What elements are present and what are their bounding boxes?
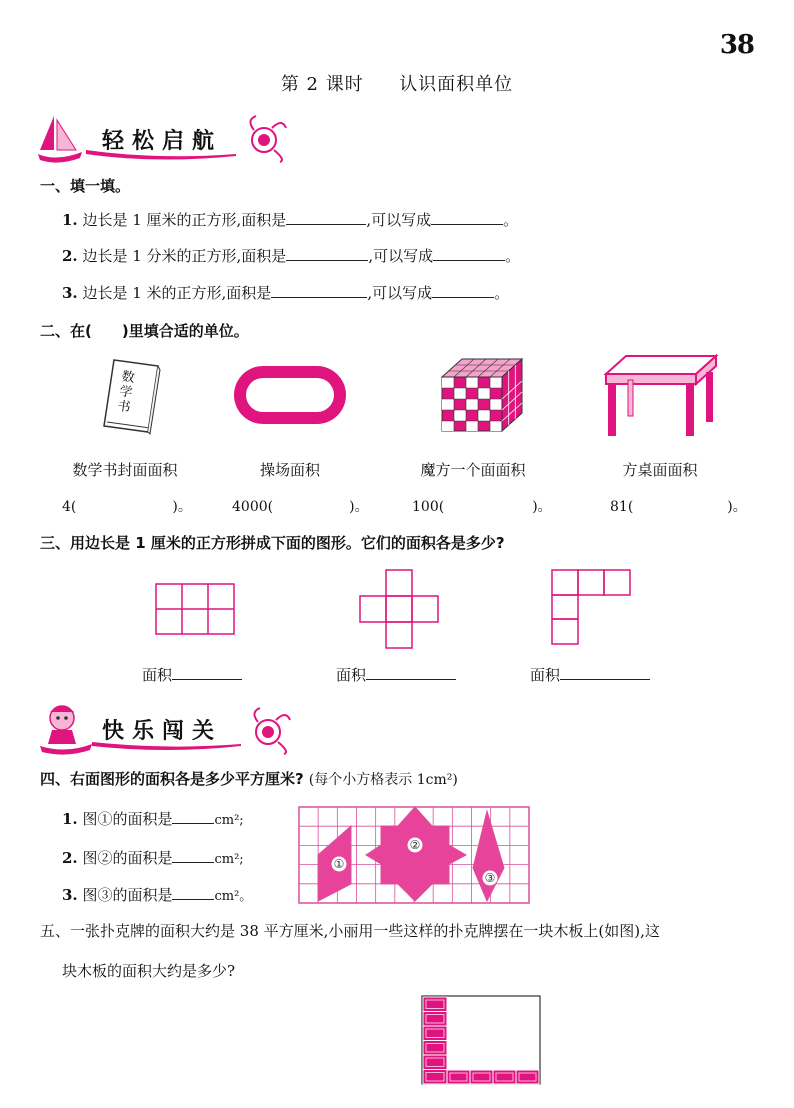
lesson-title [0,70,794,96]
playing-card-4 [423,1055,447,1070]
s1-question-1 [62,209,518,230]
s4-q1-text: 图①的面积是 [82,810,173,828]
playing-card-2 [423,1026,447,1041]
s1-q1-num: 1. [62,211,78,229]
value-playground: 4000( )。 [232,499,369,515]
value-book-num: 4 [62,499,71,515]
banner-easy-start [36,110,296,166]
caption-playground: 操场面积 [259,461,320,479]
board-with-cards-figure [420,994,544,1088]
s1-q3-blank-a[interactable] [271,283,367,298]
s4-q1-blank[interactable] [172,809,214,824]
area-answer-3 [530,664,650,685]
s1-q3-mid: ,可以写成 [367,284,433,302]
playing-card-5 [423,1070,447,1085]
s1-q1-blank-b[interactable] [431,210,503,225]
book-cover-text: 数学书 [116,369,136,416]
s4-q2-num: 2. [62,849,78,867]
s1-q3-num: 3. [62,284,78,302]
s4-q1-num: 1. [62,810,78,828]
s4-question-3 [62,884,252,905]
paren-close-2: )。 [349,499,369,515]
playing-card-1 [423,1012,447,1027]
playing-card-0 [423,997,447,1012]
area-label-2: 面积 [336,666,367,684]
value-table-num: 81 [610,499,628,515]
s1-question-3 [62,282,509,303]
s1-q1-text: 边长是 1 厘米的正方形,面积是 [82,211,287,229]
section4-note: (每个小方格表示 1cm²) [308,772,458,788]
s4-q1-unit: cm²; [214,813,244,828]
rubiks-cube-image [438,355,524,435]
caption-cube: 魔方一个面面积 [420,461,526,479]
banner-happy-challenge [36,700,296,756]
banner-title: 轻松启航 [102,129,223,154]
section5-line1: 五、一张扑克牌的面积大约是 38 平方厘米,小丽用一些这样的扑克牌摆在一块木板上(如图),这 [40,922,660,940]
paren-close-3: )。 [532,499,552,515]
s1-q2-blank-a[interactable] [286,246,368,261]
value-table: 81( )。 [610,499,747,515]
value-book: 4( )。 [62,499,192,515]
value-playground-num: 4000 [232,499,268,515]
playing-card-3 [423,1041,447,1056]
s1-q2-text: 边长是 1 分米的正方形,面积是 [82,247,287,265]
value-cube-num: 100 [412,499,439,515]
figure-label-1: ① [333,857,345,871]
s4-q2-unit: cm²; [214,852,244,867]
figure-label-2: ② [409,838,421,852]
area-label-3: 面积 [530,666,561,684]
s1-q2-num: 2. [62,247,78,265]
s4-q3-text: 图③的面积是 [82,886,173,904]
caption-book: 数学书封面面积 [72,461,178,479]
section1-title: 一、填一填。 [40,177,131,195]
s1-question-2 [62,245,520,266]
shape-l-form [550,568,632,646]
s4-question-1 [62,808,244,829]
area-answer-1 [142,664,242,685]
lesson-label: 第 2 课时 [280,74,364,95]
s4-q3-unit: cm²。 [214,889,253,904]
s4-q2-blank[interactable] [172,848,214,863]
section4-title-row [40,768,458,789]
caption-table: 方桌面面积 [622,461,698,479]
section4-title: 四、右面图形的面积各是多少平方厘米? [40,770,304,788]
area-blank-1[interactable] [172,665,242,680]
s1-q2-blank-b[interactable] [433,246,505,261]
area-blank-2[interactable] [366,665,456,680]
s4-q3-blank[interactable] [172,885,214,900]
s1-q3-text: 边长是 1 米的正方形,面积是 [82,284,272,302]
s1-q1-blank-a[interactable] [286,210,366,225]
s1-q1-end: 。 [503,211,519,229]
shape-cross [358,568,440,650]
square-table-image [600,352,720,440]
s4-q3-num: 3. [62,886,78,904]
area-label-1: 面积 [142,666,173,684]
s4-q2-text: 图②的面积是 [82,849,173,867]
s4-question-2 [62,847,244,868]
area-answer-2 [336,664,456,685]
section3-title: 三、用边长是 1 厘米的正方形拼成下面的图形。它们的面积各是多少? [40,534,505,552]
value-cube: 100( )。 [412,499,552,515]
math-book-image [96,356,166,440]
section2-title: 二、在( )里填合适的单位。 [40,322,249,340]
figure-label-3: ③ [484,871,496,885]
playground-track-image [230,362,350,428]
page-number: 38 [719,30,754,60]
paren-close-1: )。 [172,499,192,515]
s1-q3-blank-b[interactable] [432,283,494,298]
banner-title-2: 快乐闯关 [102,719,223,744]
s1-q2-mid: ,可以写成 [368,247,434,265]
s1-q3-end: 。 [494,284,510,302]
shape-rectangle-2x3 [154,582,236,636]
lesson-topic: 认识面积单位 [399,74,514,95]
area-blank-3[interactable] [560,665,650,680]
s1-q2-end: 。 [505,247,521,265]
paren-close-4: )。 [727,499,747,515]
area-grid-figure [298,806,530,904]
s1-q1-mid: ,可以写成 [366,211,432,229]
section5-line2: 块木板的面积大约是多少? [62,962,236,980]
